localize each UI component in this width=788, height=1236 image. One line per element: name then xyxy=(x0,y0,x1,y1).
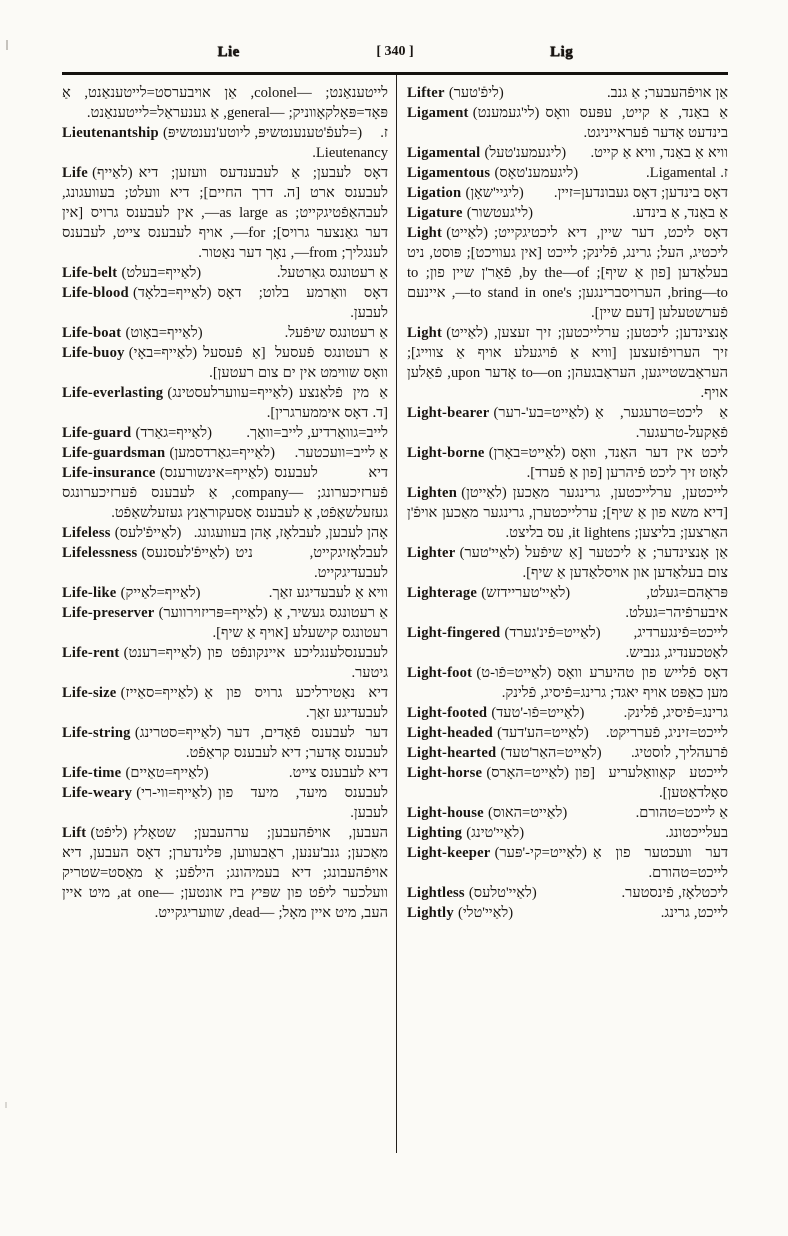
entry-pronunciation: (לאַיי'טעריידזש) xyxy=(477,585,571,601)
entry-pronunciation: (לאַייף=לאַייק) xyxy=(116,585,201,601)
entry-headword-unit xyxy=(407,83,504,103)
entry-definition: דאָס בינדען; דאָס געבונדען=זיין. xyxy=(553,185,728,201)
entry-pronunciation: (לאַייפֿ'לעסנעס) xyxy=(137,545,230,561)
guide-word-right: Lig xyxy=(549,44,574,60)
entry-headword: Life-rent xyxy=(62,645,120,661)
entry-headword: Light-borne xyxy=(407,445,485,461)
dictionary-entry xyxy=(62,723,388,763)
entry-definition: אַ ליכט=טרעגער, אַ פֿאַקעל-טרעגער. xyxy=(594,405,728,441)
dictionary-entry xyxy=(407,203,728,223)
dictionary-entry xyxy=(407,623,728,663)
dictionary-entry xyxy=(407,743,728,763)
dictionary-entry xyxy=(62,423,388,443)
entry-definition: דיא לעבענס פֿערזיכערונג; —company, אַ לעבענס פֿערזיכערונגס געזעלשאַפֿט, אַ לעבענס אַסעקוראַנץ געזעלשאַפֿט. xyxy=(62,465,389,521)
entry-headword: Lighten xyxy=(407,485,458,501)
entry-headword: Life-preserver xyxy=(62,605,155,621)
entry-pronunciation: (לאַייף=רענט) xyxy=(119,645,202,661)
entry-headword-unit xyxy=(407,203,533,223)
entry-headword-unit xyxy=(62,283,211,303)
entry-headword: Light-keeper xyxy=(407,845,491,861)
dictionary-entry xyxy=(62,683,388,723)
dictionary-entry xyxy=(62,463,388,523)
entry-headword: Life-belt xyxy=(62,265,118,281)
entry-headword-unit xyxy=(407,883,537,903)
entry-pronunciation: (לאַייף) xyxy=(87,165,133,181)
entry-headword: Light xyxy=(407,225,443,241)
columns-area xyxy=(62,75,728,1153)
entry-headword: Ligamentous xyxy=(407,165,491,181)
entry-headword-unit xyxy=(62,543,229,563)
dictionary-entry xyxy=(62,323,388,343)
entry-headword-unit xyxy=(407,763,569,783)
entry-pronunciation: (לאַייט) xyxy=(442,225,489,241)
entry-headword: Life-like xyxy=(62,585,117,601)
entry-definition: דיא נאַטירליכע גרויס פון אַ לעבעדיגע זאַך. xyxy=(204,685,388,721)
entry-definition: אַ רעטונגס שיפֿעל. xyxy=(284,325,388,341)
entry-pronunciation: (ליגעמענ'טעל) xyxy=(480,145,567,161)
entry-headword: Life-time xyxy=(62,765,122,781)
entry-definition: בעלייכטונג. xyxy=(665,825,728,841)
entry-headword: Lifeless xyxy=(62,525,111,541)
entry-headword-unit xyxy=(62,683,198,703)
dictionary-entry xyxy=(62,643,388,683)
entry-headword-unit xyxy=(62,603,268,623)
entry-pronunciation: (לאַייט=בע'-רער) xyxy=(489,405,589,421)
dictionary-entry xyxy=(62,603,388,643)
entry-headword: Life-blood xyxy=(62,285,129,301)
entry-pronunciation: (לאַייף=טאַיים) xyxy=(121,765,209,781)
entry-headword-unit xyxy=(407,543,519,563)
entry-headword-unit xyxy=(407,163,578,183)
entry-definition: וויא אַ לעבעדיגע זאַך. xyxy=(268,585,388,601)
dictionary-entry xyxy=(62,523,388,543)
entry-headword-unit xyxy=(62,463,268,483)
dictionary-entry xyxy=(407,583,728,623)
entry-definition: לייב=גוואַרדיע, לייב=וואַך. xyxy=(246,425,388,441)
dictionary-entry xyxy=(407,483,728,543)
entry-headword-unit xyxy=(407,223,488,243)
entry-definition: דיא לעבענס צייט. xyxy=(288,765,388,781)
entry-pronunciation: (לאַייף=בעלט) xyxy=(117,265,202,281)
entry-definition: דער לעבענס פֿאָדים, דער לעבענס אָדער; דיא לעבענס קראַפֿט. xyxy=(185,725,388,761)
entry-pronunciation: (לעפֿ'טענענטשיפּ, ליוטע'נענטשיפּ=) xyxy=(158,125,363,141)
entry-pronunciation: (לאַייף=סאַייז) xyxy=(116,685,199,701)
entry-headword: Lighter xyxy=(407,545,456,561)
entry-headword: Lift xyxy=(62,825,87,841)
dictionary-entry xyxy=(407,823,728,843)
entry-definition: אַ באַנד, אַ קייט, עפּעס וואָס בינדעט אָדער פֿעראייניגט. xyxy=(545,105,728,141)
entry-headword: Ligation xyxy=(407,185,462,201)
entry-definition: העבען, אויפֿהעבען; ערהעבען; שטאָלץ מאַכען; גנב'ענען, ראַבעווען, פּלינדערן; דאָס העבען, דיא אויפֿהעבונג; דיא בעמיהונג; הילפֿע; אַ מאַסט=שטריק וועלכער ליפֿט פון שפּיץ ביז אונטען; —at one, מיט איין העב, מיט איין מאָל; —dead, שוועריגקייט. xyxy=(62,825,388,921)
entry-headword: Life-buoy xyxy=(62,345,125,361)
entry-headword-unit xyxy=(407,663,551,683)
entry-pronunciation: (לאַייט=הע'דעד) xyxy=(492,725,589,741)
entry-pronunciation: (לאַייט) xyxy=(442,325,489,341)
entry-headword: Lighterage xyxy=(407,585,478,601)
entry-headword-unit xyxy=(407,443,565,463)
dictionary-entry xyxy=(407,443,728,483)
entry-headword-unit xyxy=(407,103,539,123)
entry-headword: Lightly xyxy=(407,905,454,921)
dictionary-entry xyxy=(407,103,728,143)
dictionary-entry xyxy=(407,803,728,823)
entry-pronunciation: (לאַיי'טער) xyxy=(455,545,520,561)
entry-pronunciation: (לאַייט=האָרס) xyxy=(482,765,569,781)
entry-headword-unit xyxy=(407,323,488,343)
entry-headword: Life-guardsman xyxy=(62,445,166,461)
entry-definition: דער וועכטער פון אַ לייכט=טהורם. xyxy=(592,845,728,881)
entry-pronunciation: (לאַיי'טלי) xyxy=(453,905,514,921)
dictionary-entry xyxy=(407,83,728,103)
entry-pronunciation: (לאַייף=גאַרדסמען) xyxy=(165,445,275,461)
entry-definition: אַ באַנד, אַ בינדע. xyxy=(632,205,728,221)
entry-headword: Light-footed xyxy=(407,705,488,721)
column-left xyxy=(62,75,396,1153)
dictionary-entry xyxy=(62,583,388,603)
entry-headword-unit xyxy=(62,523,181,543)
entry-pronunciation: (לאַייף=בלאָד) xyxy=(128,285,212,301)
entry-pronunciation: (ליגעמענ'טאָס) xyxy=(490,165,579,181)
entry-definition: ליכטלאָז, פֿינסטער. xyxy=(621,885,728,901)
entry-headword-unit xyxy=(407,143,566,163)
column-right xyxy=(397,75,728,1153)
entry-definition: פּראָהם=געלט, איבערפֿיהר=געלט. xyxy=(625,585,728,621)
entry-headword: Lifelessness xyxy=(62,545,138,561)
entry-headword-unit xyxy=(62,783,212,803)
entry-headword-unit xyxy=(62,123,362,143)
entry-headword-unit xyxy=(62,583,200,603)
entry-pronunciation: (לאַייט=האַר'טעד) xyxy=(496,745,602,761)
entry-headword-unit xyxy=(407,403,589,423)
entry-headword-unit xyxy=(62,383,293,403)
entry-headword: Life-weary xyxy=(62,785,133,801)
entry-headword-unit xyxy=(62,823,127,843)
guide-word-left: Lie xyxy=(217,44,240,60)
dictionary-entry xyxy=(62,83,388,123)
entry-pronunciation: (ליפֿט) xyxy=(86,825,128,841)
entry-headword: Light xyxy=(407,325,443,341)
entry-headword-unit xyxy=(407,803,567,823)
entry-headword: Lighting xyxy=(407,825,463,841)
dictionary-entry xyxy=(62,163,388,263)
entry-headword: Light-bearer xyxy=(407,405,490,421)
entry-headword: Lightless xyxy=(407,885,465,901)
entry-headword-unit xyxy=(407,623,601,643)
entry-headword: Ligature xyxy=(407,205,463,221)
entry-definition: דאָס פֿלייש פון טהיערע וואָס מען כאַפּט אויף יאגד; גרינג=פֿיסיג, פֿלינק. xyxy=(501,665,728,701)
entry-pronunciation: (לאַייט=פֿינ'גערד) xyxy=(500,625,601,641)
entry-pronunciation: (לאַייף=עווערלעסטינג) xyxy=(163,385,293,401)
scan-edge-artifact xyxy=(5,1102,7,1108)
dictionary-entry xyxy=(62,383,388,423)
scan-edge-artifact xyxy=(6,40,8,50)
dictionary-entry xyxy=(62,263,388,283)
entry-definition: לייכט, גרינג. xyxy=(660,905,728,921)
page-number: [ 340 ] xyxy=(376,44,414,59)
entry-headword: Lifter xyxy=(407,85,445,101)
dictionary-entry xyxy=(62,283,388,323)
entry-pronunciation: (לאַייף=באָי) xyxy=(124,345,198,361)
entry-definition: לעבענסלענגליכע איינקונפֿט פון גיטער. xyxy=(207,645,388,681)
dictionary-entry xyxy=(407,143,728,163)
entry-headword: Lieutenantship xyxy=(62,125,159,141)
entry-headword: Light-headed xyxy=(407,725,493,741)
entry-pronunciation: (לאַייף=פּריזוירווער) xyxy=(154,605,268,621)
entry-headword: Life-everlasting xyxy=(62,385,164,401)
dictionary-entry xyxy=(407,183,728,203)
entry-headword: Ligament xyxy=(407,105,469,121)
dictionary-entry xyxy=(62,783,388,823)
entry-headword: Light-house xyxy=(407,805,484,821)
entry-definition: דאָס לעבען; אַ לעבענדעס וועזען; דיא לעבענס ארט [ה. דרך החיים]; דיא וועלט; בעוועגונג, לעבהאַפֿטיגקייט; as large as—, אין לעבענס גרויס [אין דער גאַנצער גרויס]; for—, אויף לעבענס צייט, לעבענס לענגליך; from—, נאָך דער נאַטור. xyxy=(62,165,389,261)
page-header xyxy=(62,44,728,70)
entry-headword-unit xyxy=(62,423,212,443)
entry-definition: לייכטע קאַוואַלעריע [פון סאָלדאַטען]. xyxy=(574,765,728,801)
entry-headword-unit xyxy=(407,843,587,863)
dictionary-entry xyxy=(407,663,728,703)
entry-definition: אַן אויפֿהעבער; אַ גנב. xyxy=(606,85,728,101)
entry-headword: Life-guard xyxy=(62,425,132,441)
entry-headword: Light-fingered xyxy=(407,625,501,641)
entry-headword-unit xyxy=(407,183,524,203)
dictionary-entry xyxy=(407,323,728,403)
entry-headword-unit xyxy=(62,443,275,463)
entry-definition: לייטענאַנט; —colonel, אַן אויבערסט=לייטענאַנט, אַ פּאָד=פּאָלקאָווניק; —general, אַ גענעראַל=לייטענאַנט. xyxy=(62,85,388,121)
entry-headword-unit xyxy=(407,583,570,603)
entry-definition: לייכט=פֿינגערדיג, לאַטכענדיג, גנביש. xyxy=(625,625,728,661)
entry-headword-unit xyxy=(62,723,221,743)
entry-headword: Life-boat xyxy=(62,325,122,341)
entry-headword-unit xyxy=(62,263,201,283)
entry-headword-unit xyxy=(407,723,589,743)
entry-pronunciation: (לאַייט=קי-'פּער) xyxy=(490,845,587,861)
entry-definition: ז. Ligamental. xyxy=(646,165,728,181)
entry-definition: אַ רעטונגס פֿעסעל [אַ פֿעסעל וואָס שווימט אין ים צום רעטען]. xyxy=(203,345,388,381)
entry-headword-unit xyxy=(62,643,201,663)
entry-definition: אָנצינדען; ליכטען; ערלייכטען; זיך זעצען, זיך הערויפֿזעצען [וויא אַ פֿויגעלע אויף אַ צווייג]; העראַבשטייגען, העראַבגעהן; to—on אָדער upon, פֿאַלען אויף. xyxy=(407,325,728,401)
entry-definition: לייכט=זיניג, פֿערריקט. xyxy=(605,725,728,741)
dictionary-entry xyxy=(62,543,388,583)
entry-definition: לעבלאָזיגקייט, ניט לעבעדיגקייט. xyxy=(235,545,388,581)
entry-definition: אַ לייכט=טהורם. xyxy=(635,805,728,821)
entry-pronunciation: (לאַיי'טלעס) xyxy=(464,885,537,901)
dictionary-entry xyxy=(62,123,388,163)
entry-definition: אָהן לעבען, לעבלאָז, אָהן בעוועגונג. xyxy=(193,525,388,541)
dictionary-entry xyxy=(407,403,728,443)
dictionary-entry xyxy=(62,443,388,463)
entry-headword-unit xyxy=(407,823,524,843)
entry-pronunciation: (לאַייף=גאַרד) xyxy=(131,425,212,441)
entry-definition: וויא אַ באַנד, וויא אַ קייט. xyxy=(590,145,728,161)
entry-pronunciation: (ליפֿ'טער) xyxy=(444,85,504,101)
entry-definition: אַן אָנצינדער; אַ ליכטער [אַ שיפֿעל צום בעלאַדען און אויסלאַדען אַ שיף]. xyxy=(522,545,728,581)
entry-definition: ז. Lieutenancy. xyxy=(312,125,388,161)
entry-headword: Ligamental xyxy=(407,145,481,161)
dictionary-entry xyxy=(407,843,728,883)
entry-pronunciation: (לאַייף=ווי-רי) xyxy=(132,785,213,801)
entry-pronunciation: (לאַייטן) xyxy=(457,485,507,501)
entry-definition: ליכט אין דער האַנד, וואָס לאָזט זיך ליכט פֿיהרען [פון אַ פֿערד]. xyxy=(526,445,728,481)
entry-definition: דאָס וואַרמע בלוט; דאָס לעבען. xyxy=(217,285,388,321)
entry-definition: אַ לייב=וועכטער. xyxy=(294,445,388,461)
entry-definition: לעבענס מיעד, מיעד פון לעבען. xyxy=(218,785,388,821)
entry-pronunciation: (לאַייט=פֿו-ט) xyxy=(472,665,552,681)
dictionary-entry xyxy=(407,763,728,803)
entry-headword-unit xyxy=(62,323,203,343)
entry-pronunciation: (לאַייף=באָוט) xyxy=(121,325,203,341)
entry-pronunciation: (לי'געטשור) xyxy=(462,205,533,221)
entry-headword: Life-string xyxy=(62,725,131,741)
entry-pronunciation: (לאַייף=סטרינג) xyxy=(130,725,222,741)
entry-headword-unit xyxy=(62,763,209,783)
dictionary-entry xyxy=(407,723,728,743)
dictionary-entry xyxy=(407,223,728,323)
entry-headword: Life-insurance xyxy=(62,465,156,481)
entry-headword: Life-size xyxy=(62,685,117,701)
entry-pronunciation: (לאַייפֿ'לעס) xyxy=(110,525,182,541)
dictionary-entry xyxy=(62,343,388,383)
entry-headword-unit xyxy=(62,163,133,183)
entry-definition: גרינג=פֿיסיג, פֿלינק. xyxy=(623,705,728,721)
entry-pronunciation: (לאַייט=פֿו-'טעד) xyxy=(487,705,585,721)
entry-definition: לייכטען, ערלייכטען, גרינגער מאַכען [דיא משא פון אַ שיף]; ערלייכטערן, גרינגער מאַכען אויפֿ'ן האַרצען; בליצען; it lightens, עס בליצט. xyxy=(407,485,728,541)
entry-headword-unit xyxy=(407,703,584,723)
entry-definition: אַ רעטונגס גאַרטעל. xyxy=(276,265,388,281)
entry-definition: אַ רעטונגס געשיר, אַ רעטונגס קישעלע [אויף אַ שיף]. xyxy=(212,605,388,641)
dictionary-entry xyxy=(407,903,728,923)
entry-pronunciation: (לי'געמענט) xyxy=(468,105,540,121)
entry-definition: דאָס ליכט, דער שיין, דיא ליכטיגקייט; ליכטיג, העל; גרינג, פֿלינק; לייכט [אין געוויכט]; פּוסט, ניט בעלאַדען [פון אַ שיף]; by the—of, פֿאַר'ן שיין פון; to bring—to, הערויסברינגען; to stand in one's—, איינעם פֿערשטעלען [דעם שיין]. xyxy=(407,225,729,321)
entry-pronunciation: (לאַיי'טינג) xyxy=(462,825,525,841)
entry-pronunciation: (לאַייט=האוס) xyxy=(483,805,568,821)
entry-headword-unit xyxy=(62,343,197,363)
entry-headword-unit xyxy=(407,903,513,923)
entry-headword: Light-foot xyxy=(407,665,473,681)
entry-definition: אַ מין פֿלאַנצע [ד. דאָס איממערגרין]. xyxy=(266,385,388,421)
entry-headword-unit xyxy=(407,743,602,763)
dictionary-entry xyxy=(62,763,388,783)
entry-pronunciation: (ליגיי'שאָן) xyxy=(461,185,524,201)
entry-pronunciation: (לאַייף=אינשורענס) xyxy=(155,465,269,481)
dictionary-entry xyxy=(407,163,728,183)
entry-definition: פֿרעהליך, לוסטיג. xyxy=(630,745,728,761)
dictionary-entry xyxy=(407,883,728,903)
entry-headword-unit xyxy=(407,483,507,503)
dictionary-entry xyxy=(62,823,388,923)
entry-pronunciation: (לאַייט=באָרן) xyxy=(484,445,566,461)
dictionary-entry xyxy=(407,543,728,583)
entry-headword: Life xyxy=(62,165,88,181)
entry-headword: Light-hearted xyxy=(407,745,497,761)
entry-headword: Light-horse xyxy=(407,765,483,781)
dictionary-entry xyxy=(407,703,728,723)
